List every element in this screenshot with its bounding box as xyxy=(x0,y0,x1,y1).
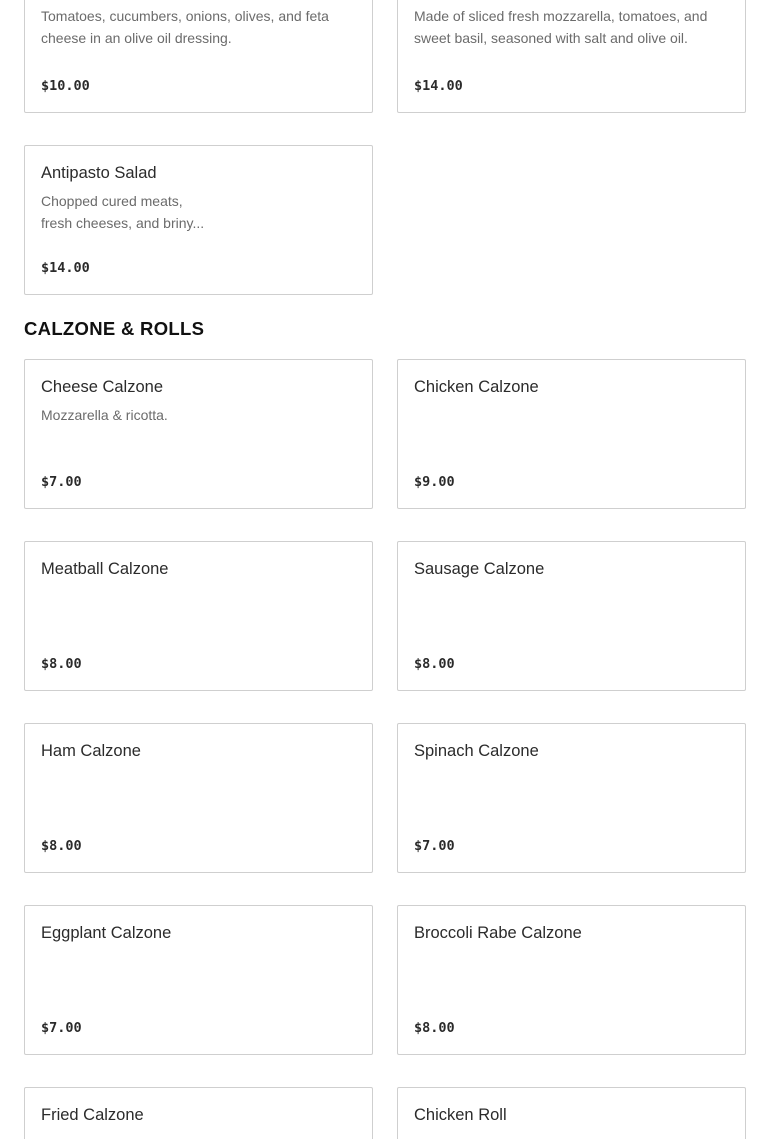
menu-item-name: Broccoli Rabe Calzone xyxy=(414,924,582,942)
menu-item-price: $7.00 xyxy=(41,1020,82,1036)
menu-item-name: Sausage Calzone xyxy=(414,560,545,578)
menu-item-name: Ham Calzone xyxy=(41,742,141,760)
menu-item-price: $9.00 xyxy=(414,474,455,490)
menu-item-description: Tomatoes, cucumbers, onions, olives, and feta cheese in an olive oil dressing. xyxy=(41,8,329,46)
menu-item-description: Chopped cured meats, fresh cheeses, and briny... xyxy=(41,193,205,231)
menu-item-card[interactable] xyxy=(397,359,746,509)
menu-item-card[interactable] xyxy=(24,905,373,1055)
menu-item-price: $7.00 xyxy=(414,838,455,854)
menu-item-card[interactable] xyxy=(397,905,746,1055)
menu-item-price: $7.00 xyxy=(41,474,82,490)
menu-item-name: Eggplant Calzone xyxy=(41,924,172,942)
menu-item-description: Mozzarella & ricotta. xyxy=(41,407,168,423)
menu-item-card[interactable] xyxy=(397,0,746,113)
menu-item-card[interactable] xyxy=(24,541,373,691)
menu-item-name: Chicken Roll xyxy=(414,1106,507,1124)
menu-item-name: Fried Calzone xyxy=(41,1106,144,1124)
menu-item-name: Meatball Calzone xyxy=(41,560,169,578)
menu-item-card[interactable] xyxy=(397,1087,746,1139)
menu-item-name: Spinach Calzone xyxy=(414,742,539,760)
menu-item-card[interactable] xyxy=(24,145,373,295)
menu-item-price: $8.00 xyxy=(414,656,455,672)
menu-item-card[interactable] xyxy=(24,0,373,113)
menu-item-name: Cheese Calzone xyxy=(41,378,163,396)
section-title: CALZONE & ROLLS xyxy=(24,318,205,339)
menu-item-name: Antipasto Salad xyxy=(41,164,157,182)
menu-item-price: $14.00 xyxy=(414,78,463,94)
menu-item-description: Made of sliced fresh mozzarella, tomatoes, and sweet basil, seasoned with salt and olive oil. xyxy=(414,8,708,46)
menu-item-price: $14.00 xyxy=(41,260,90,276)
menu-item-card[interactable] xyxy=(397,541,746,691)
menu-item-price: $8.00 xyxy=(414,1020,455,1036)
menu-item-price: $10.00 xyxy=(41,78,90,94)
menu-item-name: Chicken Calzone xyxy=(414,378,539,396)
menu-item-price: $8.00 xyxy=(41,838,82,854)
menu-item-card[interactable] xyxy=(24,1087,373,1139)
menu-item-price: $8.00 xyxy=(41,656,82,672)
menu-item-card[interactable] xyxy=(24,359,373,509)
menu-item-card[interactable] xyxy=(24,723,373,873)
menu-item-card[interactable] xyxy=(397,723,746,873)
